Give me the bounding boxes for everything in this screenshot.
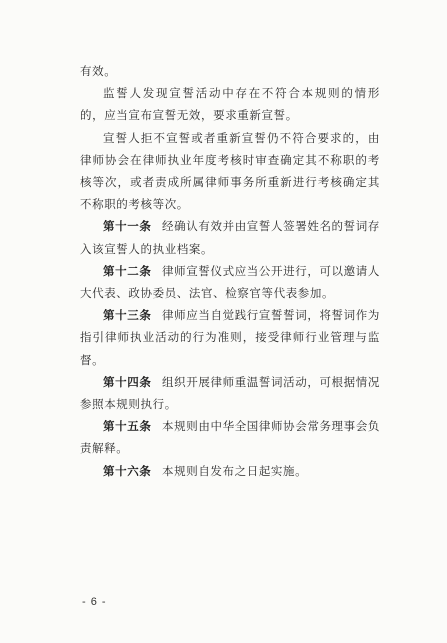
- article-label: 第十五条: [103, 419, 158, 434]
- article-label: 第十一条: [103, 219, 158, 234]
- article-text: 律师宣誓仪式应当公开进行，可以邀请人大代表、政协委员、法官、检察官等代表参加。: [80, 263, 380, 301]
- article-12: [80, 260, 380, 304]
- article-text: 本规则自发布之日起实施。: [162, 463, 308, 478]
- paragraph-text: 监誓人发现宣誓活动中存在不符合本规则的情形的，应当宣布宣誓无效，要求重新宣誓。: [80, 86, 380, 123]
- article-label: 第十四条: [103, 374, 158, 389]
- article-text: 经确认有效并由宣誓人签署姓名的誓词存入该宣誓人的执业档案。: [80, 219, 380, 256]
- article-label: 第十六条: [103, 463, 158, 478]
- page-number: - 6 -: [82, 596, 107, 608]
- article-13: [80, 304, 380, 371]
- article-16: [80, 460, 380, 482]
- article-label: 第十二条: [103, 263, 158, 278]
- article-14: [80, 371, 380, 415]
- article-15: [80, 415, 380, 459]
- paragraph-text: 宣誓人拒不宣誓或者重新宣誓仍不符合要求的，由律师协会在律师执业年度考核时审查确定其不称职的考核等次，或者责成所属律师事务所重新进行考核确定其不称职的考核等次。: [80, 130, 380, 212]
- paragraph-text: 有效。: [80, 64, 117, 78]
- article-text: 本规则由中华全国律师协会常务理事会负责解释。: [80, 419, 380, 456]
- paragraph-refusal: [80, 127, 380, 216]
- article-11: [80, 215, 380, 259]
- paragraph-continuation: [80, 60, 380, 82]
- article-label: 第十三条: [103, 308, 158, 323]
- paragraph-invalid-oath: [80, 82, 380, 126]
- article-text: 律师应当自觉践行宣誓誓词，将誓词作为指引律师执业活动的行为准则，接受律师行业管理与监督。: [80, 308, 380, 367]
- document-body: [80, 60, 380, 482]
- article-text: 组织开展律师重温誓词活动，可根据情况参照本规则执行。: [80, 374, 380, 412]
